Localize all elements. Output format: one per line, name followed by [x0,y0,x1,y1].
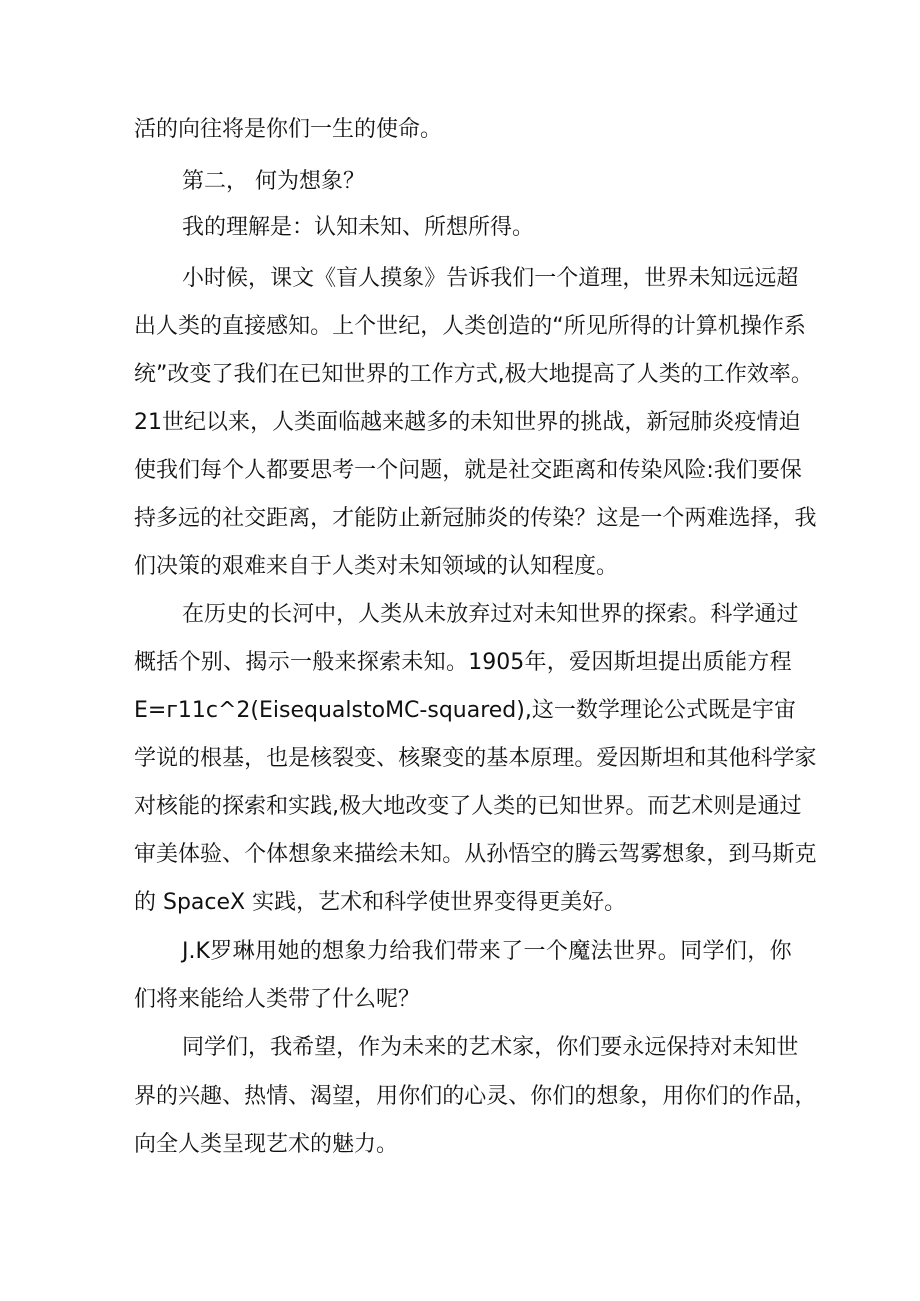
text-line: 们将来能给人类带了什么呢？ [134,987,421,1012]
text-line: 学 说 的 根 基 ， 也 是 核 裂 变 、 核 聚 变 的 基 本 原 理 。 爱 因 斯 坦 和 其 他 科 学 家 [134,746,817,771]
text-line: 小 时 候 ， 课 文 《 盲 人 摸 象 》 告 诉 我 们 一 个 道 理 ， 世 界 未 知 远 远 超 [182,266,799,291]
text-line: 持 多 远 的 社 交 距 离 ， 才 能 防 止 新 冠 肺 炎 的 传 染 ？ 这 是 一 个 两 难 选 择 ， 我 [134,506,817,531]
text-line: 向全人类呈现艺术的魅力。 [134,1132,399,1157]
text-line: 统 ” 改 变 了 我 们 在 已 知 世 界 的 工 作 方 式 , 极 大 地 提 高 了 人 类 的 工 作 效 率 。 [134,362,813,387]
section-heading: 第二， 何为想象？ [182,169,365,194]
text-line: 在 历 史 的 长 河 中 ， 人 类 从 未 放 弃 过 对 未 知 世 界 的 探 索 。 科 学 通 过 [182,602,799,627]
text-line: 审 美 体 验 、 个 体 想 象 来 描 绘 未 知 。 从 孙 悟 空 的 腾 云 驾 雾 想 象 ， 到 马 斯 克 [134,842,817,867]
text-line: 活的向往将是你们一生的使命。 [134,117,443,142]
text-line: 界 的 兴 趣 、 热 情 、 渴 望 ， 用 你 们 的 心 灵 、 你 们 的 想 象 ， 用 你 们 的 作 品 ， [134,1084,817,1109]
text-line: 21 世 纪 以 来 ， 人 类 面 临 越 来 越 多 的 未 知 世 界 的 挑 战 ， 新 冠 肺 炎 疫 情 迫 [134,410,801,435]
text-line: 使 我 们 每 个 人 都 要 思 考 一 个 问 题 ， 就 是 社 交 距 离 和 传 染 风 险 : 我 们 要 保 [134,458,802,483]
text-line: 出 人 类 的 直 接 感 知 。 上 个 世 纪 ， 人 类 创 造 的 “ 所 见 所 得 的 计 算 机 操 作 系 [134,314,806,339]
text-line: 同 学 们 ， 我 希 望 ， 作 为 未 来 的 艺 术 家 ， 你 们 要 永 远 保 持 对 未 知 世 [182,1035,799,1060]
text-line: 的 SpaceX 实践，艺术和科学使世界变得更美好。 [134,890,627,915]
text-line: 我的理解是：认知未知、所想所得。 [182,215,535,240]
text-line: 对 核 能 的 探 索 和 实 践 , 极 大 地 改 变 了 人 类 的 已 知 世 界 。 而 艺 术 则 是 通 过 [134,794,802,819]
text-line: E= г 11c^2(EisequalstoMC-squared), 这 一 数 学 理 论 公 式 既 是 宇 宙 [134,698,797,723]
text-line: J.K 罗 琳 用 她 的 想 象 力 给 我 们 带 来 了 一 个 魔 法 世 界 。 同 学 们 ， 你 [182,939,792,964]
text-line: 们决策的艰难来自于人类对未知领域的认知程度。 [134,554,619,579]
text-line: 概 括 个 别 、 揭 示 一 般 来 探 索 未 知 。 1905 年 ， 爱 因 斯 坦 提 出 质 能 方 程 [134,650,792,675]
